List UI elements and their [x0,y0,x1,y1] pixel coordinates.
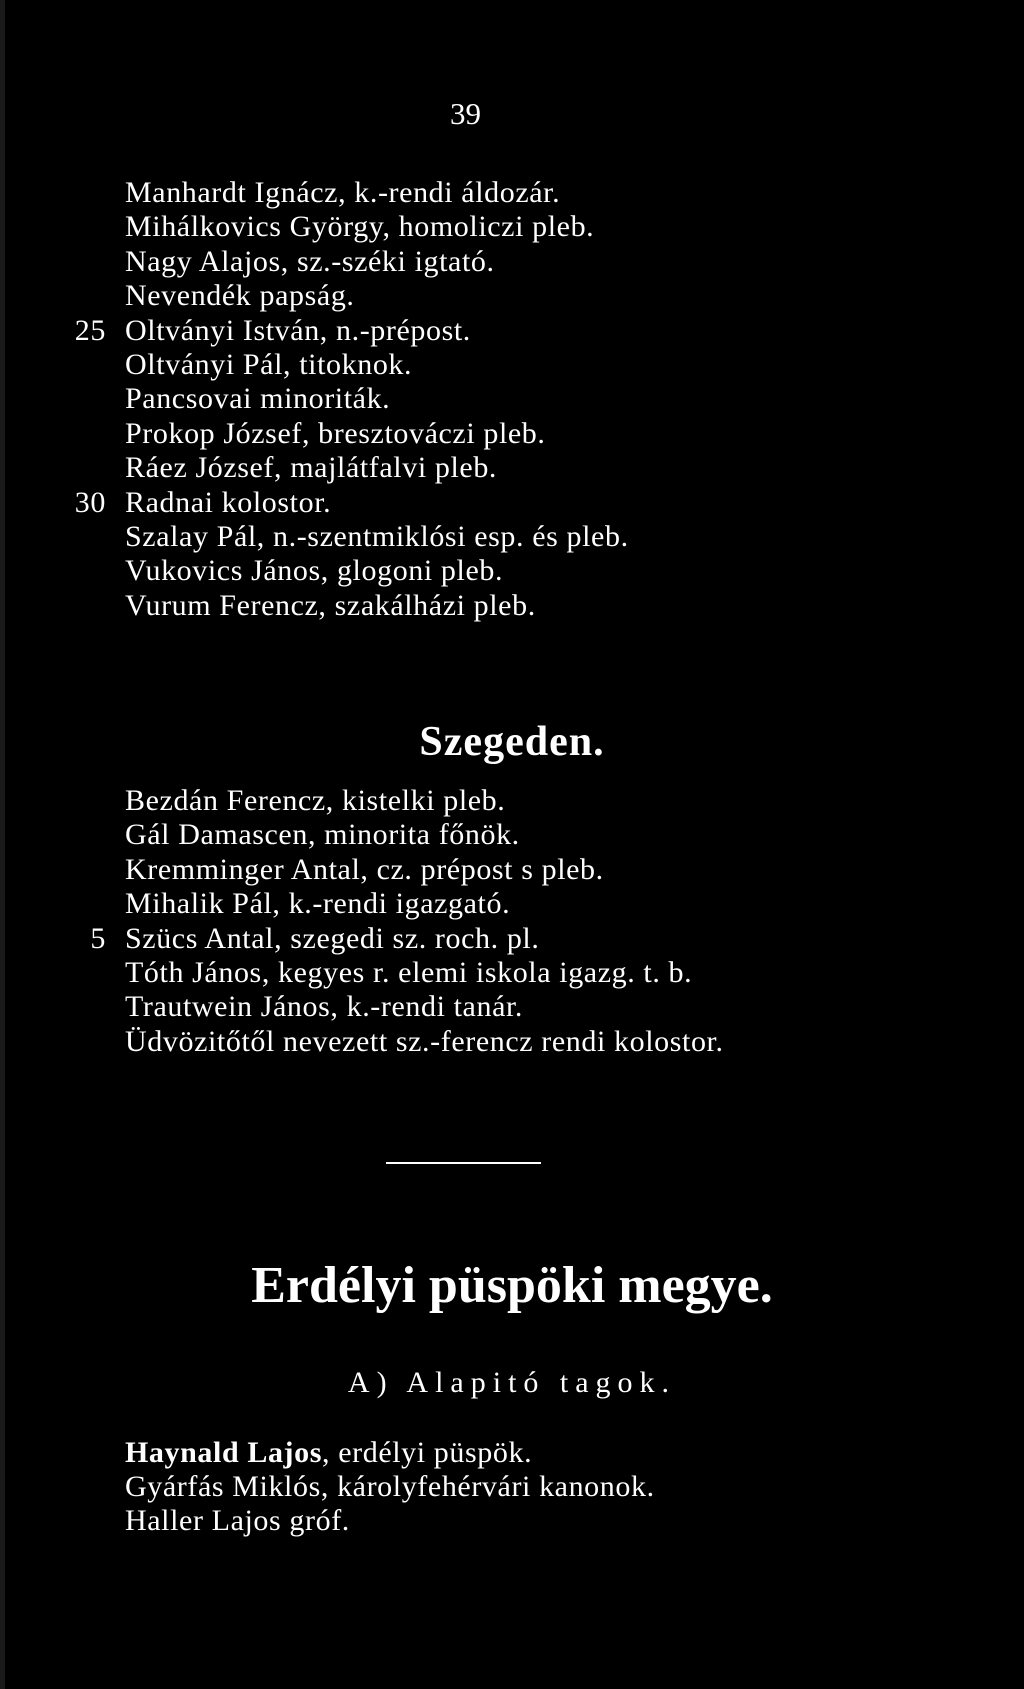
list-item [0,784,1024,818]
list-item [0,210,1024,244]
entry-rest: Gyárfás Miklós, károlyfehérvári kanonok. [125,1470,655,1503]
list-item [0,554,1024,588]
entry-text: Szücs Antal, szegedi sz. roch. pl. [125,921,540,955]
entry-text: Prokop József, bresztováczi pleb. [125,416,546,450]
list-item [0,922,1024,956]
list-item [0,956,1024,990]
list-item [0,279,1024,313]
list-item [0,1470,1024,1504]
page-number: 39 [450,96,481,131]
entry-rest: Haller Lajos gróf. [125,1504,350,1537]
entry-text: Oltványi Pál, titoknok. [125,347,413,381]
entry-rest: , erdélyi püspök. [322,1436,533,1469]
list-item [0,1504,1024,1538]
entry-text: Trautwein János, k.-rendi tanár. [125,990,524,1024]
entry-text: Vukovics János, glogoni pleb. [125,554,504,588]
entry-text: Nevendék papság. [125,279,355,313]
list-item [0,589,1024,623]
line-number: 5 [90,921,106,955]
list-item [0,176,1024,210]
entry-text: Nagy Alajos, sz.-széki igtató. [125,244,495,278]
list-item [0,853,1024,887]
list-item [0,486,1024,520]
entry-text: Vurum Ferencz, szakálházi pleb. [125,588,536,622]
entry-text: Pancsovai minoriták. [125,382,391,416]
entry-text: Oltványi István, n.-prépost. [125,313,471,347]
list-szeged [0,784,1024,1059]
entry-text [125,1504,350,1538]
list-item [0,818,1024,852]
list-item [0,520,1024,554]
entry-text: Bezdán Ferencz, kistelki pleb. [125,784,506,817]
section-divider [386,1162,541,1164]
entry-name-bold: Haynald Lajos [125,1436,323,1469]
entry-text [125,1470,655,1504]
section-heading-diocese: Erdélyi püspöki megye. [251,1257,773,1314]
entry-text: Mihálkovics György, homoliczi pleb. [125,210,595,244]
list-diocese [0,1436,1024,1538]
list-item [0,990,1024,1024]
list-item [0,1025,1024,1059]
list-top [0,176,1024,623]
list-item [0,887,1024,921]
entry-text: Szalay Pál, n.-szentmiklósi esp. és pleb. [125,519,629,553]
list-item [0,451,1024,485]
entry-text: Üdvözitőtől nevezett sz.-ferencz rendi kolostor. [125,1024,724,1058]
section-heading-szeged: Szegeden. [419,719,605,765]
list-item [0,348,1024,382]
entry-text: Radnai kolostor. [125,485,332,519]
list-item [0,1436,1024,1470]
entry-text: Mihalik Pál, k.-rendi igazgató. [125,887,511,921]
entry-text: Manhardt Ignácz, k.-rendi áldozár. [125,176,561,209]
subheading-founding-members: A) Alapitó tagok. [347,1366,677,1399]
entry-text: Kremminger Antal, cz. prépost s pleb. [125,852,604,886]
list-item [0,417,1024,451]
line-number: 30 [74,485,106,519]
entry-text: Ráez József, majlátfalvi pleb. [125,451,498,485]
entry-text: Gál Damascen, minorita főnök. [125,818,520,852]
entry-text: Tóth János, kegyes r. elemi iskola igazg. t. b. [125,955,693,989]
entry-text [125,1436,532,1470]
list-item [0,314,1024,348]
list-item [0,245,1024,279]
list-item [0,382,1024,416]
line-number: 25 [74,313,106,347]
